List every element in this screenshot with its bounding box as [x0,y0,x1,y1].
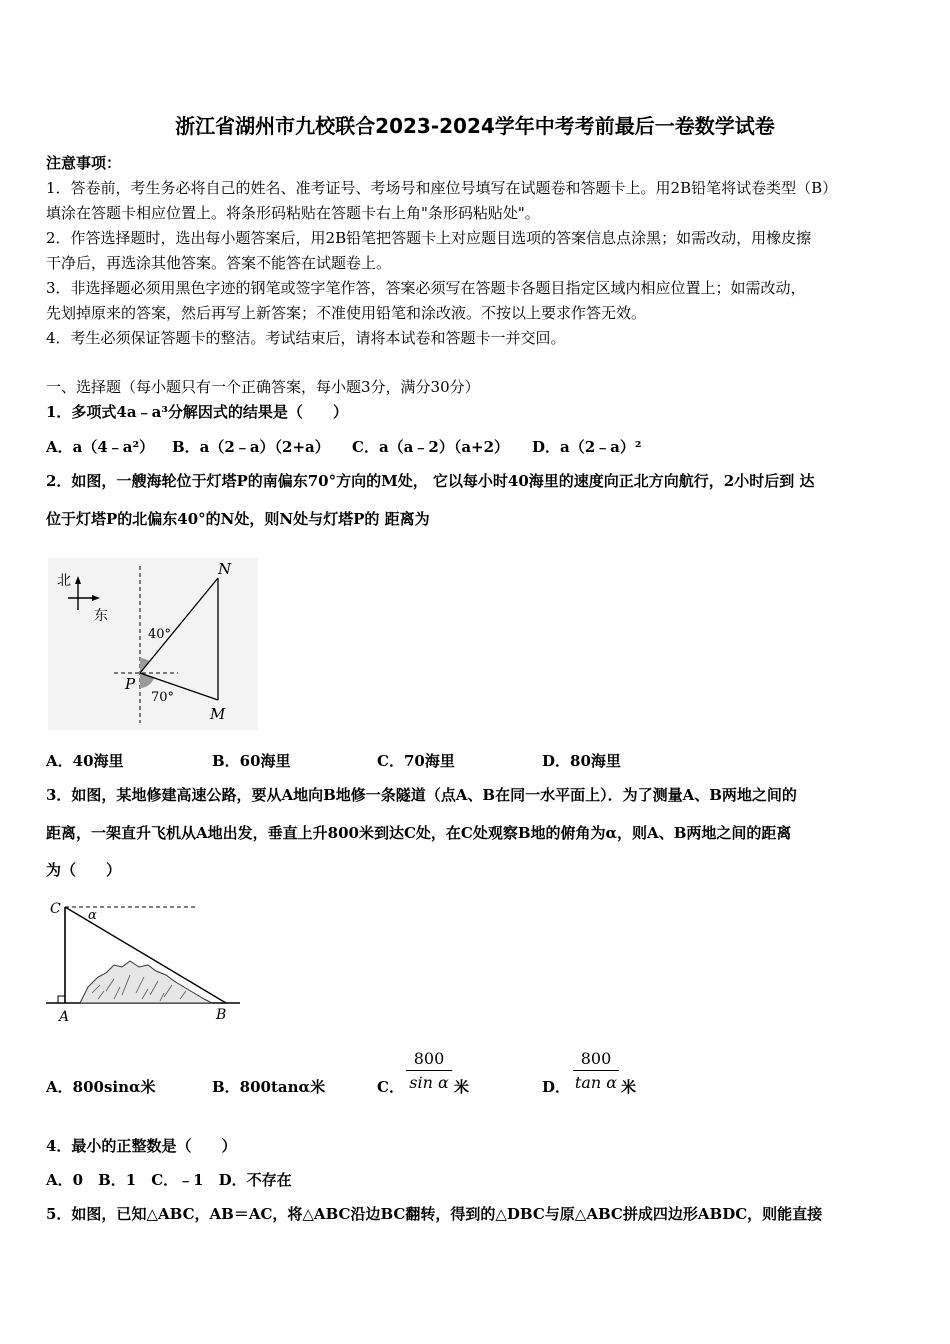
tunnel-figure [44,895,244,1027]
question-2-line: 位于灯塔P的北偏东40°的N处，则N处与灯塔P的 距离为 [46,510,430,528]
fraction-numerator: 800 [406,1049,452,1071]
notes-line: 2．作答选择题时，选出每小题答案后，用2B铅笔把答题卡上对应题目选项的答案信息点涂黑；如需改动，用橡皮擦 [46,229,812,247]
notes-line: 填涂在答题卡相应位置上。将条形码粘贴在答题卡右上角"条形码粘贴处"。 [46,204,540,222]
q2-option-a: A．40海里 [46,752,124,770]
q3-option-c-label: C． [377,1078,404,1096]
point-c-label: C [50,901,61,917]
notes-line: 先划掉原来的答案，然后再写上新答案；不准使用铅笔和涂改液。不按以上要求作答无效。 [46,304,647,322]
question-5-stem: 5．如图，已知△ABC，AB＝AC，将△ABC沿边BC翻转，得到的△DBC与原△ABC拼成四边形ABDC，则能直接 [46,1205,823,1223]
notes-line: 1．答卷前，考生务必将自己的姓名、准考证号、考场号和座位号填写在试题卷和答题卡上。用2B铅笔将试卷类型（B） [46,179,838,197]
q3-option-d-unit: 米 [621,1078,637,1096]
q3-option-c-unit: 米 [454,1078,470,1096]
q3-option-a: A．800sinα米 [46,1078,156,1096]
notes-line: 干净后，再选涂其他答案。答案不能答在试题卷上。 [46,254,392,272]
section-heading: 一、选择题（每小题只有一个正确答案，每小题3分，满分30分） [46,378,480,396]
point-b-label: B [216,1007,227,1023]
question-4-stem: 4．最小的正整数是（ ） [46,1137,237,1155]
q2-option-c: C．70海里 [377,752,455,770]
fraction-denominator: sin α [409,1073,449,1092]
q1-option-b: B．a（2﹣a）（2+a） [172,438,330,456]
q4-options: A．0 B．1 C．﹣1 D．不存在 [46,1171,292,1189]
q3-option-c-fraction [406,1049,452,1092]
notes-line: 3．非选择题必须用黑色字迹的钢笔或签字笔作答，答案必须写在答题卡各题目指定区域内相应位置上；如需改动， [46,279,806,297]
q2-option-b: B．60海里 [212,752,291,770]
angle-70-label: 70° [151,690,175,705]
fraction-denominator: tan α [574,1073,618,1092]
point-p-label: P [125,675,136,693]
fraction-numerator: 800 [573,1049,619,1071]
page-title: 浙江省湖州市九校联合2023-2024学年中考考前最后一卷数学试卷 [175,114,775,138]
notes-line: 4．考生必须保证答题卡的整洁。考试结束后，请将本试卷和答题卡一并交回。 [46,329,566,347]
compass-east-label: 东 [94,608,108,624]
q3-option-b: B．800tanα米 [212,1078,326,1096]
question-1-stem: 1．多项式4a﹣a³分解因式的结果是（ ） [46,403,348,421]
notes-heading: 注意事项： [46,154,122,172]
question-3-line: 距离，一架直升飞机从A地出发，垂直上升800米到达C处，在C处观察B地的俯角为α，则A、B两地之间的距离 [46,824,792,842]
compass-north-label: 北 [57,573,71,589]
question-3-line: 为（ ） [46,861,122,879]
point-a-label: A [59,1009,70,1025]
q1-option-c: C．a（a﹣2）（a+2） [352,438,510,456]
point-n-label: N [218,560,232,578]
point-m-label: M [210,705,226,723]
question-3-line: 3．如图，某地修建高速公路，要从A地向B地修一条隧道（点A、B在同一水平面上）．为了测量A、B两地之间的 [46,786,797,804]
q2-option-d: D．80海里 [542,752,621,770]
angle-40-label: 40° [148,627,172,642]
q3-option-d-label: D． [542,1078,571,1096]
question-2-line: 2．如图，一艘海轮位于灯塔P的南偏东70°方向的M处， 它以每小时40海里的速度向正北方向航行，2小时后到 达 [46,472,815,490]
q3-option-d-fraction [573,1049,619,1092]
q1-option-a: A．a（4﹣a²） [46,438,155,456]
lighthouse-figure [48,558,258,730]
right-angle-mark [58,996,65,1003]
alpha-label: α [88,908,97,923]
q1-option-d: D．a（2﹣a）² [532,438,642,456]
